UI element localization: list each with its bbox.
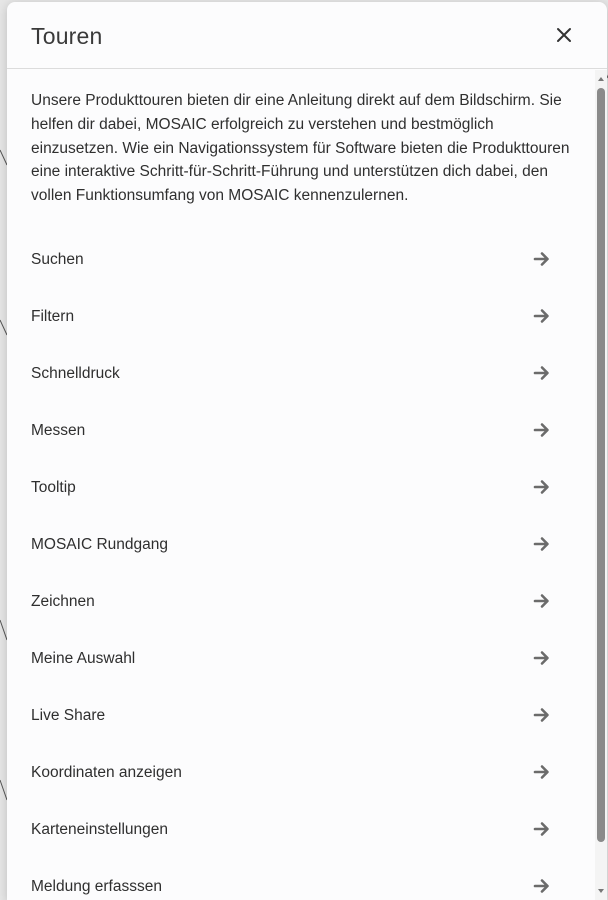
tour-item[interactable] <box>7 287 595 344</box>
arrow-right-icon[interactable] <box>533 820 551 838</box>
tours-dialog <box>7 2 607 900</box>
tour-label: MOSAIC Rundgang <box>31 536 168 553</box>
tour-label: Zeichnen <box>31 593 95 610</box>
tour-item[interactable] <box>7 458 595 515</box>
scroll-up-icon[interactable] <box>597 75 605 83</box>
tour-item[interactable] <box>7 743 595 800</box>
scroll-down-icon[interactable] <box>597 887 605 895</box>
tour-label: Koordinaten anzeigen <box>31 764 182 781</box>
arrow-right-icon[interactable] <box>533 250 551 268</box>
arrow-right-icon[interactable] <box>533 478 551 496</box>
tour-label: Meine Auswahl <box>31 650 136 667</box>
tour-list <box>7 230 595 900</box>
scrollbar[interactable] <box>595 70 607 900</box>
tour-label: Schnelldruck <box>31 365 120 382</box>
tour-item[interactable] <box>7 344 595 401</box>
arrow-right-icon[interactable] <box>533 706 551 724</box>
tour-item[interactable] <box>7 230 595 287</box>
tour-item[interactable] <box>7 515 595 572</box>
intro-text: Unsere Produkttouren bieten dir eine Anleitung direkt auf dem Bildschirm. Sie helfen dir dabei, MOSAIC erfolgreich zu verstehen und bestmöglich einzusetzen. Wie ein Navigationssystem für Software bieten die Produkttouren eine interaktive Schritt-für-Schritt-Führung und unterstützen dich dabei, den vollen Funktionsumfang von MOSAIC kennenzulernen. <box>31 92 570 205</box>
tour-item[interactable] <box>7 629 595 686</box>
arrow-right-icon[interactable] <box>533 763 551 781</box>
dialog-title: Touren <box>31 23 103 49</box>
tour-item[interactable] <box>7 857 595 900</box>
arrow-right-icon[interactable] <box>533 535 551 553</box>
tour-label: Karteneinstellungen <box>31 821 169 838</box>
tour-item[interactable] <box>7 401 595 458</box>
close-icon <box>550 21 578 49</box>
scroll-thumb[interactable] <box>597 88 605 842</box>
tour-label: Suchen <box>31 251 84 268</box>
arrow-right-icon[interactable] <box>533 307 551 325</box>
tour-label: Filtern <box>31 308 75 325</box>
tour-label: Tooltip <box>31 479 76 496</box>
tour-item[interactable] <box>7 572 595 629</box>
tour-label: Messen <box>31 422 86 439</box>
tour-item[interactable] <box>7 686 595 743</box>
tour-item[interactable] <box>7 800 595 857</box>
tour-label: Meldung erfasssen <box>31 878 162 895</box>
arrow-right-icon[interactable] <box>533 877 551 895</box>
arrow-right-icon[interactable] <box>533 421 551 439</box>
arrow-right-icon[interactable] <box>533 592 551 610</box>
close-button[interactable] <box>550 21 578 49</box>
dialog-header <box>7 2 607 69</box>
arrow-right-icon[interactable] <box>533 364 551 382</box>
tour-label: Live Share <box>31 707 106 724</box>
dialog-content <box>7 70 595 900</box>
arrow-right-icon[interactable] <box>533 649 551 667</box>
